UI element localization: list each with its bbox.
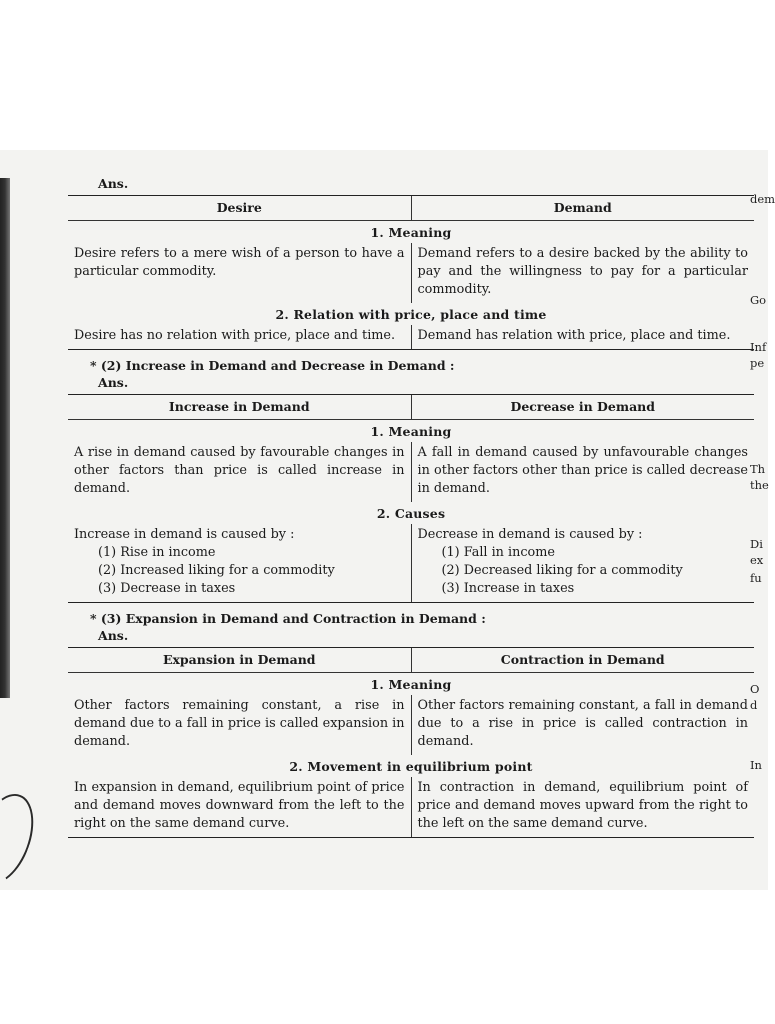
causes-list — [418, 544, 749, 598]
answer-label: Ans. — [98, 176, 129, 191]
column-header-right: Demand — [553, 200, 612, 215]
column-header-left: Increase in Demand — [68, 395, 412, 419]
cell-right: In contraction in demand, equilibrium point of price and demand moves upward from the right to the left on the same demand curve. — [417, 780, 748, 831]
list-item: (3) Decrease in taxes — [98, 581, 236, 596]
list-item: (1) Fall in income — [441, 545, 555, 560]
cell-right: Demand refers to a desire backed by the ability to pay and the willingness to pay for a particular commodity. — [417, 246, 748, 297]
cell-right: Demand has relation with price, place and time. — [417, 328, 731, 343]
cell-left: Desire has no relation with price, place and time. — [68, 325, 412, 349]
table-row — [68, 695, 754, 755]
margin-fragment: fu — [750, 571, 762, 585]
margin-fragment: d — [750, 698, 758, 712]
table-header — [68, 195, 754, 221]
causes-intro: Decrease in demand is caused by : — [417, 527, 643, 542]
margin-fragment: O — [750, 682, 760, 696]
margin-fragment: Di — [750, 537, 763, 551]
column-header-left: Expansion in Demand — [68, 648, 412, 672]
margin-fragment: ex — [750, 553, 764, 567]
cell-right: A fall in demand caused by unfavourable changes in other factors other than price is called decrease in demand. — [417, 445, 748, 496]
column-header-right: Decrease in Demand — [510, 399, 656, 414]
causes-list — [74, 544, 405, 598]
section-title: 2. Relation with price, place and time — [275, 307, 547, 322]
margin-fragment: pe — [750, 356, 765, 370]
margin-fragment: Inf — [750, 340, 767, 354]
list-item: (3) Increase in taxes — [441, 581, 575, 596]
table-header — [68, 647, 754, 673]
section-title: 2. Movement in equilibrium point — [289, 759, 533, 774]
cell-left: In expansion in demand, equilibrium point of price and demand moves downward from the left to the right on the same demand curve. — [68, 777, 412, 837]
table-header — [68, 394, 754, 420]
margin-fragment: Go — [750, 293, 767, 307]
cell-left — [68, 524, 412, 602]
causes-intro: Increase in demand is caused by : — [74, 527, 295, 542]
margin-fragment: dem — [750, 192, 775, 206]
list-item: (2) Increased liking for a commodity — [98, 563, 335, 578]
question-heading: * (2) Increase in Demand and Decrease in Demand : — [90, 358, 455, 373]
divider — [68, 837, 754, 838]
table-row — [68, 524, 754, 602]
column-header-right: Contraction in Demand — [500, 652, 665, 667]
cell-left: A rise in demand caused by favourable changes in other factors than price is called increase in demand. — [68, 442, 412, 502]
cell-right — [412, 524, 755, 602]
book-spine — [0, 178, 10, 698]
margin-fragment: In — [750, 758, 762, 772]
answer-label: Ans. — [98, 375, 129, 390]
table-row — [68, 777, 754, 837]
table-row — [68, 325, 754, 349]
list-item: (2) Decreased liking for a commodity — [441, 563, 683, 578]
section-title: 1. Meaning — [370, 677, 452, 692]
list-item: (1) Rise in income — [98, 545, 216, 560]
section-title: 1. Meaning — [370, 225, 452, 240]
page-content — [68, 176, 754, 838]
cell-left: Desire refers to a mere wish of a person to have a particular commodity. — [68, 243, 412, 303]
table-row — [68, 243, 754, 303]
section-title: 1. Meaning — [370, 424, 452, 439]
cell-left: Other factors remaining constant, a rise in demand due to a fall in price is called expansion in demand. — [68, 695, 412, 755]
margin-fragment: Th — [750, 462, 766, 476]
table-row — [68, 442, 754, 502]
cell-right: Other factors remaining constant, a fall in demand due to a rise in price is called contraction in demand. — [417, 698, 748, 749]
answer-label: Ans. — [98, 628, 129, 643]
question-heading: * (3) Expansion in Demand and Contraction in Demand : — [90, 611, 486, 626]
column-header-left: Desire — [68, 196, 412, 220]
section-title: 2. Causes — [376, 506, 446, 521]
margin-fragment: the — [750, 478, 769, 492]
